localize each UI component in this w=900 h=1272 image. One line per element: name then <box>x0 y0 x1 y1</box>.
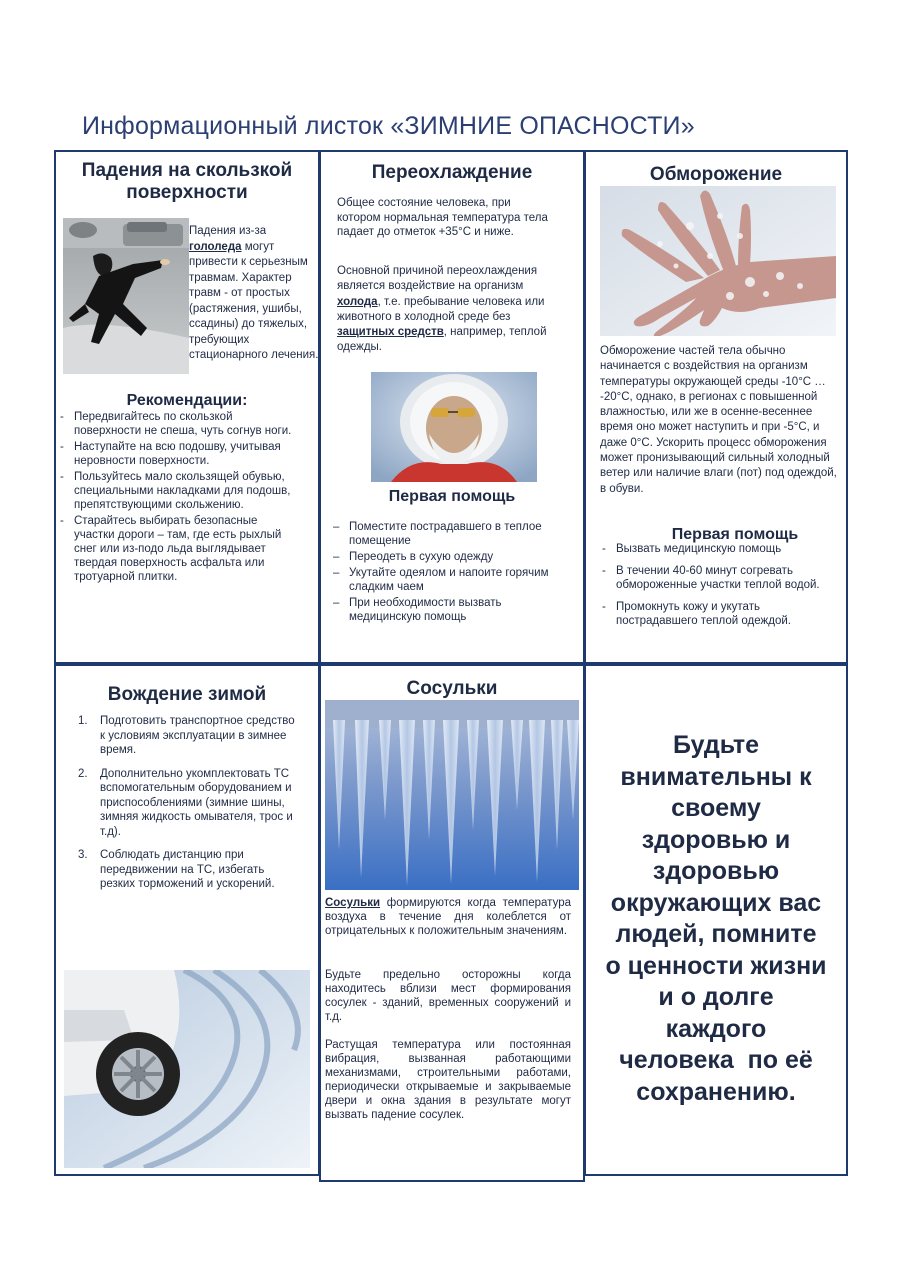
closing-message <box>586 730 846 1108</box>
driving-list <box>78 714 298 901</box>
falls-intro <box>189 224 320 364</box>
hypothermia-p2-b: , т.е. пребывание человека или животного в холодной среде без <box>337 295 545 323</box>
closing-line: окружающих вас <box>610 888 822 917</box>
hypothermia-aid-item: – Переодеть в сухую одежду <box>331 550 571 564</box>
driving-item: Соблюдать дистанцию при передвижении на ТС, избегать резких торможений и ускорений. <box>100 849 275 890</box>
falls-title-line1: Падения на скользкой <box>81 160 293 181</box>
falls-rec-item: - Пользуйтесь мало скользящей обувью, специальными накладками для подошв, препятствующими скольжению. <box>58 470 298 512</box>
panel-hypothermia <box>319 150 585 664</box>
closing-line: Будьте <box>672 731 760 759</box>
hypothermia-p2-a: Основной причиной переохлаждения является воздействие на организм <box>337 265 538 293</box>
falls-title <box>56 160 318 204</box>
protective-means-link[interactable]: защитных средств <box>337 326 444 339</box>
falls-intro-a: Падения из-за <box>189 225 267 237</box>
ice-link[interactable]: гололеда <box>189 240 242 253</box>
falls-rec-item: - Передвигайтесь по скользкой поверхности не спеша, чуть согнув ноги. <box>58 410 298 438</box>
falls-rec-title: Рекомендации: <box>126 392 248 409</box>
icicles-title: Сосульки <box>406 678 498 699</box>
page-title: Информационный листок «ЗИМНИЕ ОПАСНОСТИ» <box>82 112 695 140</box>
falls-rec-item: - Наступайте на всю подошву, учитывая неровности поверхности. <box>58 440 298 468</box>
icicles-p1-rest: формируются когда температура воздуха в течение дня колеблется от отрицательных к положительным значениям. <box>325 897 571 937</box>
closing-line: каждого <box>665 1014 767 1043</box>
falls-title-line2: поверхности <box>126 182 248 203</box>
panel-frostbite <box>584 150 848 664</box>
hypothermia-aid-title: Первая помощь <box>388 488 516 505</box>
panel-driving <box>54 664 320 1176</box>
falling-man-photo <box>63 218 189 374</box>
frozen-hand-photo <box>600 186 836 336</box>
icicles-link[interactable]: Сосульки <box>325 897 381 909</box>
driving-item: Дополнительно укомплектовать ТС вспомогательным оборудованием и приспособлениями (зимние шины, зимняя жидкость омывателя, трос и т.д). <box>100 767 293 838</box>
driving-item: Подготовить транспортное средство к условиям эксплуатации в зимнее время. <box>100 715 295 756</box>
hypothermia-p2 <box>337 264 569 356</box>
frostbite-aid-title: Первая помощь <box>671 526 799 543</box>
cold-link[interactable]: холода <box>337 295 378 308</box>
hypothermia-aid-list <box>331 520 571 626</box>
icicles-p1 <box>325 896 571 938</box>
hypothermia-aid-item: – При необходимости вызвать медицинскую помощь <box>331 596 571 624</box>
frostbite-aid-list <box>600 542 836 630</box>
icicles-p3: Растущая температура или постоянная вибрация, вызванная работающими механизмами, строительными работами, периодически открываемые и закрываемые двери и окна здания в результате могут вызвать падение сосулек. <box>325 1039 571 1121</box>
closing-line: здоровью и <box>641 825 791 854</box>
hypothermia-aid-item: – Укутайте одеялом и напоите горячим сладким чаем <box>331 566 571 594</box>
frostbite-aid-item: - Промокнуть кожу и укутать пострадавшего теплой одеждой. <box>600 600 836 628</box>
closing-line: человека по её <box>619 1046 813 1074</box>
falls-rec-item: - Старайтесь выбирать безопасные участки дороги – там, где есть рыхлый снег или из-подо льда выглядывает твердая поверхность асфальта или тротуарной плитки. <box>58 514 298 584</box>
hypothermia-title: Переохлаждение <box>371 162 533 183</box>
hypothermia-p2-c: , например, теплой одежды. <box>337 326 547 354</box>
frostbite-text: Обморожение частей тела обычно начинается с воздействия на организм температуры окружающей среды -10°С … -20°С, однако, в регионах с повышенной влажностью, или же в осенне-весеннее время оно может наступить и при -5°С, и даже 0°С. Ускорить процесс обморожения может пронизывающий сильный холодный ветер или наличие влаги (пот) под одеждой, в обуви. <box>600 345 837 495</box>
frozen-man-photo <box>371 372 537 482</box>
frostbite-title: Обморожение <box>649 164 783 185</box>
panel-falls <box>54 150 320 664</box>
driving-title: Вождение зимой <box>107 684 267 705</box>
icicles-photo <box>325 700 579 890</box>
closing-line: внимательны к <box>620 762 812 791</box>
icicles-p2: Будьте предельно осторожны когда находитесь вблизи мест формирования сосулек - зданий, временных сооружений и т.д. <box>325 969 571 1023</box>
falls-rec-list <box>58 410 298 586</box>
closing-line: своему <box>671 794 761 822</box>
closing-line: сохранению. <box>636 1077 796 1106</box>
panel-closing <box>584 664 848 1176</box>
hypothermia-aid-item: – Поместите пострадавшего в теплое помещение <box>331 520 571 548</box>
closing-line: людей, помните <box>615 920 817 948</box>
closing-line: о ценности жизни <box>605 951 827 980</box>
frostbite-aid-item: - Вызвать медицинскую помощь <box>600 542 836 556</box>
falls-intro-b: могут привести к серьезным травмам. Характер травм - от простых (растяжения, ушибы, ссадины) до тяжелых, требующих стационарного лечения. <box>189 240 319 361</box>
panel-icicles <box>319 664 585 1182</box>
car-snow-photo <box>64 970 310 1168</box>
frostbite-aid-item: - В течении 40-60 минут согревать обмороженные участки теплой водой. <box>600 564 836 592</box>
hypothermia-p1: Общее состояние человека, при котором нормальная температура тела падает до отметок +35°С и ниже. <box>337 197 548 238</box>
closing-line: здоровью <box>652 857 780 885</box>
closing-line: и о долге <box>658 983 774 1011</box>
